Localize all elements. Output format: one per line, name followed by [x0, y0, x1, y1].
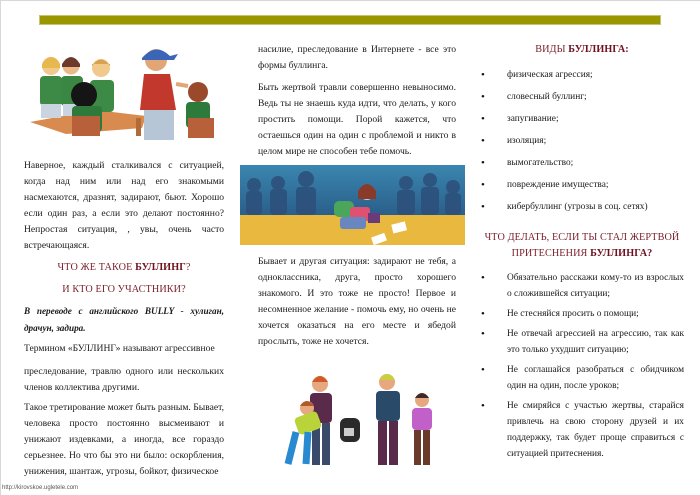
source-url: http://kirovskoe.ugletele.com [2, 485, 79, 491]
list-item: • изоляция; [480, 133, 684, 149]
heading-what-to-do-line2 [480, 248, 684, 259]
list-item: • Не соглашайся разобраться с обидчиком один на один, после уроков; [480, 362, 684, 394]
heading-accent: БУЛЛИНГ [135, 262, 186, 273]
list-item: • Не смиряйся с участью жертвы, старайся привлечь на свою сторону друзей и их поддержку, так будет проще справиться с ситуацией притеснения. [480, 398, 684, 462]
list-item: • запугивание; [480, 111, 684, 127]
heading-types-of-bullying [480, 44, 684, 55]
list-item: • вымогательство; [480, 155, 684, 171]
other-situation-paragraph: Бывает и другая ситуация: задирают не тебя, а одноклассника, друга, просто хорошего знакомого. И это тоже не просто! Первое и несомненное желание - помочь ему, но очень не хочется оказаться на его месте и ябедой прослыть, тоже не хочется. [258, 256, 456, 347]
victim-paragraph: Быть жертвой травли совершенно невыносимо. Ведь ты не знаешь куда идти, что делать, у кого простить помощи. Порой кажется, что остаешься один на один с проблемой и никто в целом мире не способен тебе помочь. [258, 82, 456, 157]
intro-paragraph: Наверное, каждый сталкивался с ситуацией, когда над ним или над его знакомыми насмехаются, дразнят, задирают, бьют. Хорошо если один раз, а если это делают постоянно? Непростая ситуация, , увы, очень часто встречающаяся. [24, 160, 224, 251]
list-item: • кибербуллинг (угрозы в соц. сетях) [480, 199, 684, 215]
forms-paragraph: Такое третирование может быть разным. Бывает, человека просто постоянно высмеивают и унижают издевками, а иногда, все гораздо серьезнее. Но что бы это ни было: оскорбления, унижения, шантаж, угрозы, бойкот, физическое [24, 402, 224, 477]
heading-accent: БУЛЛИНГА: [568, 44, 629, 55]
heading-what-is-bullying [24, 262, 224, 273]
teens-bullying-illustration [282, 366, 452, 476]
continuation-paragraph: насилие, преследование в Интернете - все это формы буллинга. [258, 44, 456, 71]
girl-crying-silhouettes-illustration [240, 165, 465, 245]
heading-text: ВИДЫ [535, 44, 569, 55]
term-paragraph: преследование, травлю одного или нескольких членов коллектива другими. [24, 366, 224, 393]
list-item: • Обязательно расскажи кому-то из взрослых о сложившейся ситуации; [480, 270, 684, 302]
heading-participants: И КТО ЕГО УЧАСТНИКИ? [62, 284, 186, 295]
list-item: • физическая агрессия; [480, 67, 684, 83]
heading-text: ? [185, 262, 191, 273]
top-decorative-bar [40, 16, 660, 24]
heading-text: ПРИТЕСНЕНИЯ [511, 248, 591, 259]
list-item: • словесный буллинг; [480, 89, 684, 105]
types-list [480, 67, 684, 215]
term-paragraph-line1: Термином «БУЛЛИНГ» называют агрессивное [24, 343, 215, 354]
translation-paragraph: В переводе с английского BULLY - хулиган, драчун, задира. [24, 306, 224, 333]
tips-list [480, 270, 684, 462]
list-item: • повреждение имущества; [480, 177, 684, 193]
heading-text: ЧТО ЖЕ ТАКОЕ [57, 262, 136, 273]
list-item: • Не отвечай агрессией на агрессию, так как это только ухудшит ситуацию; [480, 326, 684, 358]
heading-what-to-do-line1: ЧТО ДЕЛАТЬ, ЕСЛИ ТЫ СТАЛ ЖЕРТВОЙ [484, 232, 680, 243]
classroom-bullying-illustration [26, 40, 216, 145]
heading-accent: БУЛЛИНГА? [590, 248, 653, 259]
list-item: • Не стесняйся просить о помощи; [480, 306, 684, 322]
